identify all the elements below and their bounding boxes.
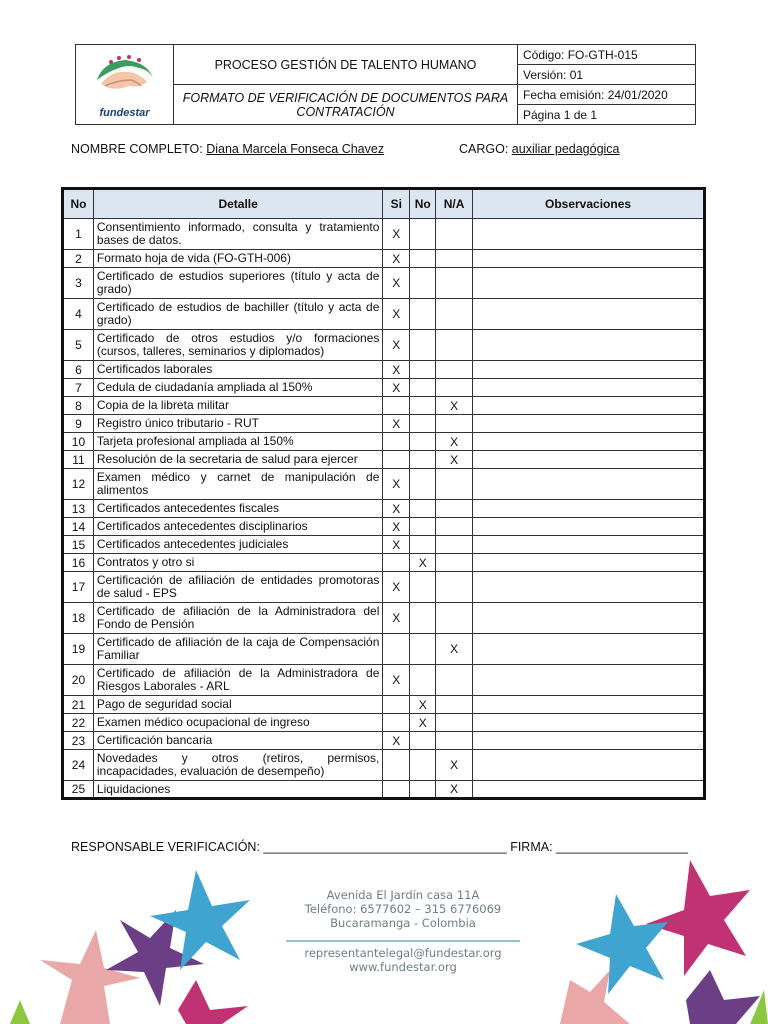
- row-detail: Certificados antecedentes disciplinarios: [93, 518, 382, 536]
- header-no: No: [63, 189, 94, 219]
- position-field: [459, 142, 620, 156]
- row-no-mark: [410, 219, 436, 250]
- row-na-mark: X: [436, 451, 473, 469]
- header-si: Si: [383, 189, 410, 219]
- row-na-mark: [436, 379, 473, 397]
- footer-divider: [286, 940, 520, 942]
- row-si-mark: X: [383, 518, 410, 536]
- row-observations: [473, 330, 705, 361]
- row-na-mark: [436, 518, 473, 536]
- row-no-mark: [410, 781, 436, 799]
- row-detail: Certificado de afiliación de la Administradora del Fondo de Pensión: [93, 603, 382, 634]
- row-observations: [473, 665, 705, 696]
- row-number: 23: [63, 732, 94, 750]
- row-no-mark: X: [410, 714, 436, 732]
- row-detail: Certificado de estudios superiores (título y acta de grado): [93, 268, 382, 299]
- row-detail: Certificación de afiliación de entidades promotoras de salud - EPS: [93, 572, 382, 603]
- row-number: 9: [63, 415, 94, 433]
- row-si-mark: X: [383, 732, 410, 750]
- row-detail: Certificado de afiliación de la caja de Compensación Familiar: [93, 634, 382, 665]
- table-row: [63, 469, 705, 500]
- row-observations: [473, 732, 705, 750]
- row-detail: Registro único tributario - RUT: [93, 415, 382, 433]
- row-na-mark: [436, 299, 473, 330]
- row-number: 3: [63, 268, 94, 299]
- row-observations: [473, 518, 705, 536]
- row-observations: [473, 469, 705, 500]
- row-detail: Liquidaciones: [93, 781, 382, 799]
- row-observations: [473, 500, 705, 518]
- row-detail: Certificados antecedentes judiciales: [93, 536, 382, 554]
- row-number: 17: [63, 572, 94, 603]
- row-si-mark: X: [383, 500, 410, 518]
- full-name-field: [71, 142, 384, 156]
- row-number: 13: [63, 500, 94, 518]
- row-number: 8: [63, 397, 94, 415]
- row-detail: Certificado de estudios de bachiller (título y acta de grado): [93, 299, 382, 330]
- row-observations: [473, 361, 705, 379]
- row-si-mark: X: [383, 268, 410, 299]
- table-row: [63, 415, 705, 433]
- row-detail: Certificado de afiliación de la Administradora de Riesgos Laborales - ARL: [93, 665, 382, 696]
- footer-address-block: [280, 888, 526, 930]
- footer-website[interactable]: www.fundestar.org: [349, 960, 457, 974]
- table-row: [63, 554, 705, 572]
- document-version: Versión: 01: [518, 65, 696, 85]
- row-detail: Examen médico y carnet de manipulación de alimentos: [93, 469, 382, 500]
- full-name-label: NOMBRE COMPLETO:: [71, 142, 207, 156]
- row-no-mark: [410, 397, 436, 415]
- row-observations: [473, 451, 705, 469]
- row-no-mark: [410, 665, 436, 696]
- row-na-mark: X: [436, 750, 473, 781]
- row-no-mark: [410, 299, 436, 330]
- row-si-mark: X: [383, 219, 410, 250]
- row-si-mark: [383, 696, 410, 714]
- row-number: 19: [63, 634, 94, 665]
- row-na-mark: [436, 330, 473, 361]
- row-observations: [473, 750, 705, 781]
- row-si-mark: [383, 451, 410, 469]
- row-no-mark: [410, 572, 436, 603]
- row-observations: [473, 379, 705, 397]
- row-na-mark: [436, 732, 473, 750]
- row-number: 21: [63, 696, 94, 714]
- checklist-body: [63, 219, 705, 799]
- starfish-decoration-left: [0, 860, 280, 1024]
- row-no-mark: [410, 732, 436, 750]
- row-no-mark: [410, 379, 436, 397]
- row-na-mark: X: [436, 634, 473, 665]
- starfish-decoration-right: [560, 860, 768, 1024]
- row-no-mark: X: [410, 554, 436, 572]
- row-si-mark: X: [383, 536, 410, 554]
- fundestar-logo: [89, 50, 161, 112]
- row-no-mark: [410, 518, 436, 536]
- row-observations: [473, 219, 705, 250]
- row-na-mark: [436, 572, 473, 603]
- row-si-mark: [383, 397, 410, 415]
- full-name-value: Diana Marcela Fonseca Chavez: [206, 142, 385, 156]
- row-detail: Resolución de la secretaria de salud para ejercer: [93, 451, 382, 469]
- row-number: 18: [63, 603, 94, 634]
- row-number: 20: [63, 665, 94, 696]
- logo-text: fundestar: [99, 107, 150, 119]
- row-no-mark: [410, 415, 436, 433]
- table-row: [63, 219, 705, 250]
- row-si-mark: [383, 714, 410, 732]
- table-row: [63, 536, 705, 554]
- row-detail: Tarjeta profesional ampliada al 150%: [93, 433, 382, 451]
- table-row: [63, 665, 705, 696]
- row-no-mark: [410, 750, 436, 781]
- row-na-mark: [436, 665, 473, 696]
- row-number: 2: [63, 250, 94, 268]
- row-na-mark: [436, 250, 473, 268]
- row-si-mark: X: [383, 361, 410, 379]
- row-detail: Certificación bancaria: [93, 732, 382, 750]
- page-number: Página 1 de 1: [518, 105, 696, 125]
- row-detail: Cedula de ciudadanía ampliada al 150%: [93, 379, 382, 397]
- row-number: 12: [63, 469, 94, 500]
- table-row: [63, 451, 705, 469]
- row-observations: [473, 603, 705, 634]
- row-si-mark: [383, 781, 410, 799]
- row-observations: [473, 554, 705, 572]
- row-na-mark: X: [436, 397, 473, 415]
- footer-phone: Teléfono: 6577602 – 315 6776069: [304, 902, 502, 916]
- row-detail: Novedades y otros (retiros, permisos, incapacidades, evaluación de desempeño): [93, 750, 382, 781]
- table-row: [63, 397, 705, 415]
- row-number: 5: [63, 330, 94, 361]
- row-no-mark: [410, 469, 436, 500]
- row-detail: Consentimiento informado, consulta y tratamiento bases de datos.: [93, 219, 382, 250]
- position-label: CARGO:: [459, 142, 512, 156]
- row-si-mark: X: [383, 299, 410, 330]
- row-detail: Formato hoja de vida (FO-GTH-006): [93, 250, 382, 268]
- position-value: auxiliar pedagógica: [511, 142, 620, 156]
- row-observations: [473, 268, 705, 299]
- footer-address: Avenida El Jardín casa 11A: [326, 888, 480, 902]
- verification-signature-line: RESPONSABLE VERIFICACIÓN: ___________________________________ FIRMA: ___________________: [71, 840, 689, 854]
- row-na-mark: [436, 415, 473, 433]
- row-no-mark: [410, 433, 436, 451]
- table-row: [63, 572, 705, 603]
- row-number: 22: [63, 714, 94, 732]
- row-number: 7: [63, 379, 94, 397]
- logo-cell: [76, 45, 174, 125]
- row-na-mark: [436, 219, 473, 250]
- row-no-mark: [410, 603, 436, 634]
- issue-date: Fecha emisión: 24/01/2020: [518, 85, 696, 105]
- row-si-mark: X: [383, 469, 410, 500]
- row-na-mark: [436, 500, 473, 518]
- table-row: [63, 361, 705, 379]
- row-si-mark: [383, 554, 410, 572]
- table-row: [63, 379, 705, 397]
- row-si-mark: X: [383, 603, 410, 634]
- row-no-mark: [410, 330, 436, 361]
- row-number: 10: [63, 433, 94, 451]
- row-si-mark: X: [383, 379, 410, 397]
- footer-contact-block: [280, 946, 526, 974]
- row-na-mark: [436, 361, 473, 379]
- row-number: 1: [63, 219, 94, 250]
- row-no-mark: [410, 250, 436, 268]
- form-title: FORMATO DE VERIFICACIÓN DE DOCUMENTOS PARA CONTRATACIÓN: [174, 85, 518, 125]
- row-si-mark: X: [383, 330, 410, 361]
- row-observations: [473, 299, 705, 330]
- header-no-column: No: [410, 189, 436, 219]
- process-title: PROCESO GESTIÓN DE TALENTO HUMANO: [174, 45, 518, 85]
- row-no-mark: X: [410, 696, 436, 714]
- document-code: Código: FO-GTH-015: [518, 45, 696, 65]
- row-detail: Certificado de otros estudios y/o formaciones (cursos, talleres, seminarios y diplomados): [93, 330, 382, 361]
- table-row: [63, 250, 705, 268]
- row-na-mark: [436, 536, 473, 554]
- table-row: [63, 299, 705, 330]
- table-row: [63, 330, 705, 361]
- table-row: [63, 500, 705, 518]
- row-detail: Certificados antecedentes fiscales: [93, 500, 382, 518]
- table-row: [63, 433, 705, 451]
- row-number: 16: [63, 554, 94, 572]
- document-header: [75, 44, 696, 125]
- table-row: [63, 518, 705, 536]
- row-si-mark: X: [383, 665, 410, 696]
- table-row: [63, 750, 705, 781]
- header-detalle: Detalle: [93, 189, 382, 219]
- table-row: [63, 603, 705, 634]
- row-number: 25: [63, 781, 94, 799]
- row-number: 15: [63, 536, 94, 554]
- row-si-mark: [383, 750, 410, 781]
- row-si-mark: [383, 634, 410, 665]
- row-observations: [473, 696, 705, 714]
- row-si-mark: X: [383, 250, 410, 268]
- footer-email[interactable]: representantelegal@fundestar.org: [304, 946, 502, 960]
- row-observations: [473, 781, 705, 799]
- row-no-mark: [410, 268, 436, 299]
- row-detail: Contratos y otro si: [93, 554, 382, 572]
- row-observations: [473, 572, 705, 603]
- header-observaciones: Observaciones: [473, 189, 705, 219]
- hands-icon: [97, 55, 153, 89]
- row-number: 4: [63, 299, 94, 330]
- row-observations: [473, 634, 705, 665]
- row-detail: Certificados laborales: [93, 361, 382, 379]
- row-observations: [473, 397, 705, 415]
- header-na: N/A: [436, 189, 473, 219]
- row-na-mark: [436, 714, 473, 732]
- row-no-mark: [410, 536, 436, 554]
- row-si-mark: [383, 433, 410, 451]
- row-number: 24: [63, 750, 94, 781]
- table-row: [63, 732, 705, 750]
- row-na-mark: [436, 554, 473, 572]
- row-na-mark: [436, 469, 473, 500]
- row-observations: [473, 415, 705, 433]
- row-number: 11: [63, 451, 94, 469]
- row-si-mark: X: [383, 572, 410, 603]
- row-na-mark: X: [436, 781, 473, 799]
- footer-city: Bucaramanga - Colombia: [330, 916, 476, 930]
- row-observations: [473, 714, 705, 732]
- table-header-row: [63, 189, 705, 219]
- row-na-mark: [436, 696, 473, 714]
- row-number: 6: [63, 361, 94, 379]
- row-detail: Copia de la libreta militar: [93, 397, 382, 415]
- row-no-mark: [410, 500, 436, 518]
- row-observations: [473, 250, 705, 268]
- table-row: [63, 781, 705, 799]
- table-row: [63, 268, 705, 299]
- row-detail: Pago de seguridad social: [93, 696, 382, 714]
- table-row: [63, 714, 705, 732]
- row-si-mark: X: [383, 415, 410, 433]
- row-na-mark: [436, 268, 473, 299]
- row-na-mark: [436, 603, 473, 634]
- document-checklist-table: [61, 187, 706, 800]
- row-no-mark: [410, 451, 436, 469]
- row-na-mark: X: [436, 433, 473, 451]
- row-observations: [473, 433, 705, 451]
- row-number: 14: [63, 518, 94, 536]
- row-no-mark: [410, 361, 436, 379]
- table-row: [63, 696, 705, 714]
- row-no-mark: [410, 634, 436, 665]
- table-row: [63, 634, 705, 665]
- row-detail: Examen médico ocupacional de ingreso: [93, 714, 382, 732]
- row-observations: [473, 536, 705, 554]
